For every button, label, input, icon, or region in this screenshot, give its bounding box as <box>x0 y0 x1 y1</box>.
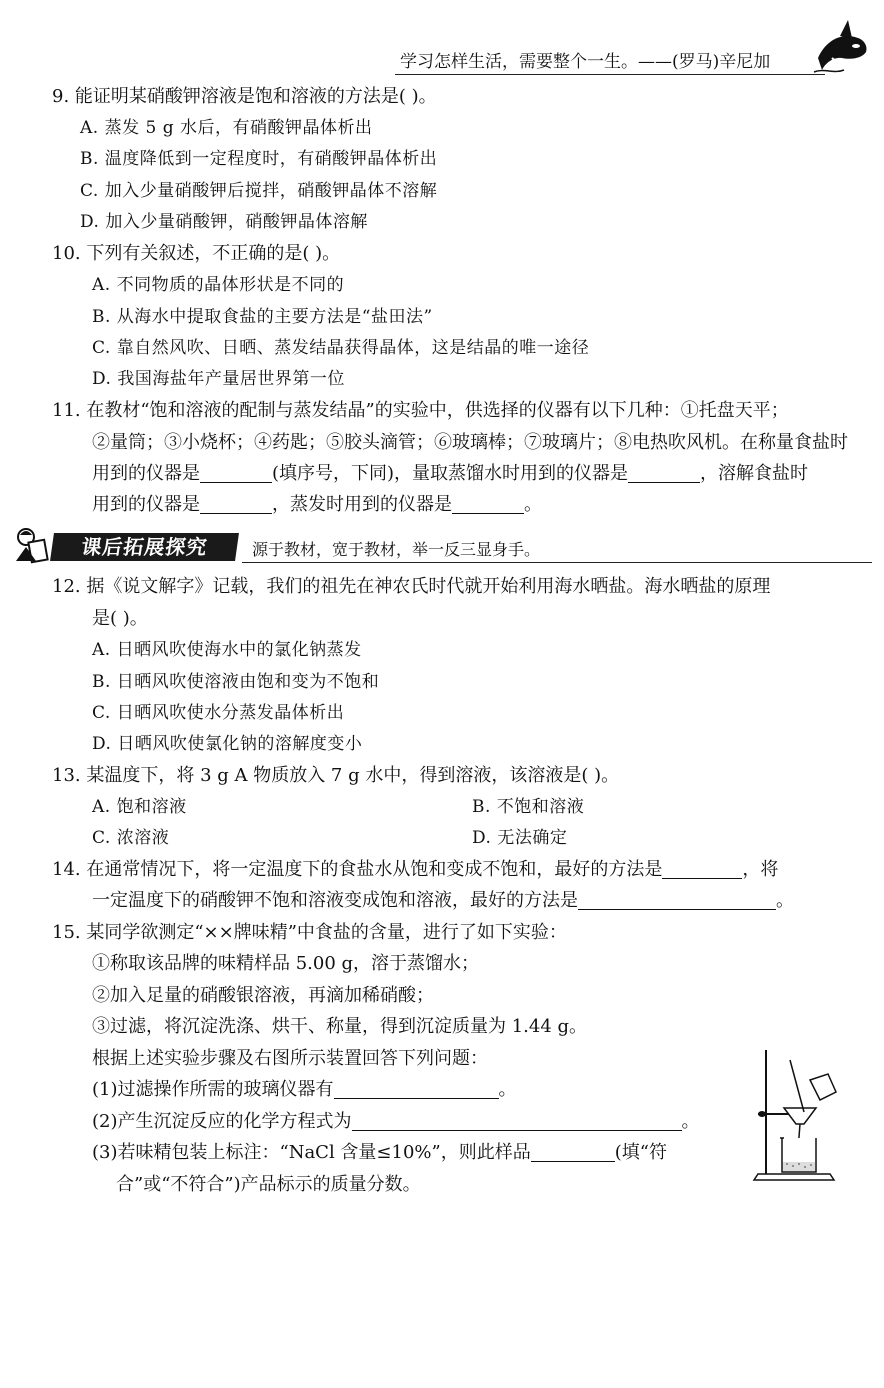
q10-option-c: C. 靠自然风吹、日晒、蒸发结晶获得晶体，这是结晶的唯一途径 <box>92 338 590 358</box>
q11-line4-text-b: ，蒸发时用到的仪器是 <box>272 494 452 515</box>
q15-part3-line1 <box>92 1141 667 1165</box>
q14-line2-text-b: 。 <box>776 890 794 911</box>
q15-part1 <box>92 1078 517 1102</box>
q15-step1: ①称取该品牌的味精样品 5.00 g，溶于蒸馏水； <box>92 953 480 974</box>
q15-part3-text-b: (填“符 <box>614 1142 667 1163</box>
q12-option-b: B. 日晒风吹使溶液由饱和变为不饱和 <box>92 672 380 692</box>
q15-blank-equation[interactable] <box>352 1110 682 1131</box>
q15-part2-text-a: (2)产生沉淀反应的化学方程式为 <box>92 1111 352 1132</box>
q11-line2: ②量筒；③小烧杯；④药匙；⑤胶头滴管；⑥玻璃棒；⑦玻璃片；⑧电热吹风机。在称量食盐时 <box>92 432 848 453</box>
q9-option-d: D. 加入少量硝酸钾，硝酸钾晶体溶解 <box>80 212 368 232</box>
orca-logo-icon <box>812 18 872 76</box>
q15-part2 <box>92 1110 700 1134</box>
q11-blank-dissolving[interactable] <box>200 493 272 514</box>
q10-option-a: A. 不同物质的晶体形状是不同的 <box>92 275 345 295</box>
q12-line1: 12. 据《说文解字》记载，我们的祖先在神农氏时代就开始利用海水晒盐。海水晒盐的原理 <box>52 576 771 597</box>
q11-line3-text-c: ，溶解食盐时 <box>700 463 809 484</box>
q14-blank-unsaturate[interactable] <box>662 858 742 879</box>
q15-part1-text-b: 。 <box>498 1079 517 1100</box>
q14-line1-text-b: ，将 <box>742 859 779 880</box>
q15-part2-text-b: 。 <box>681 1111 700 1132</box>
q15-blank-conformity[interactable] <box>531 1141 615 1162</box>
q15-intro: 根据上述实验步骤及右图所示装置回答下列问题： <box>92 1048 488 1069</box>
q13-option-d: D. 无法确定 <box>472 828 568 848</box>
student-reading-icon <box>12 525 52 565</box>
q11-line1: 11. 在教材“饱和溶液的配制与蒸发结晶”的实验中，供选择的仪器有以下几种：①托盘天平； <box>52 400 789 421</box>
q11-line3-text-a: 用到的仪器是 <box>92 463 200 484</box>
q14-line2-text-a: 一定温度下的硝酸钾不饱和溶液变成饱和溶液，最好的方法是 <box>92 890 578 911</box>
q15-part1-text-a: (1)过滤操作所需的玻璃仪器有 <box>92 1079 334 1100</box>
q13-stem: 13. 某温度下，将 3 g A 物质放入 7 g 水中，得到溶液，该溶液是( )。 <box>52 765 620 786</box>
q11-blank-measuring[interactable] <box>628 462 700 483</box>
q15-blank-glassware[interactable] <box>334 1078 499 1099</box>
q9-option-a: A. 蒸发 5 g 水后，有硝酸钾晶体析出 <box>80 118 373 138</box>
q13-option-c: C. 浓溶液 <box>92 828 170 848</box>
q9-option-c: C. 加入少量硝酸钾后搅拌，硝酸钾晶体不溶解 <box>80 181 438 201</box>
banner-rule <box>242 562 872 563</box>
q9-stem: 9. 能证明某硝酸钾溶液是饱和溶液的方法是( )。 <box>52 86 437 107</box>
q11-line4-text-c: 。 <box>524 494 542 515</box>
q14-line1 <box>52 858 778 882</box>
q14-line2 <box>92 889 794 913</box>
q14-line1-text-a: 14. 在通常情况下，将一定温度下的食盐水从饱和变成不饱和，最好的方法是 <box>52 859 663 880</box>
q9-option-b: B. 温度降低到一定程度时，有硝酸钾晶体析出 <box>80 149 438 169</box>
header-rule <box>395 74 825 75</box>
q11-line3 <box>92 462 808 486</box>
q13-option-b: B. 不饱和溶液 <box>472 797 585 817</box>
q11-line3-text-b: (填序号，下同)，量取蒸馏水时用到的仪器是 <box>272 463 629 484</box>
q10-option-b: B. 从海水中提取食盐的主要方法是“盐田法” <box>92 307 433 327</box>
header-quote: 学习怎样生活，需要整个一生。——(罗马)辛尼加 <box>400 52 771 72</box>
q11-line4 <box>92 493 542 517</box>
q11-blank-weighing[interactable] <box>200 462 272 483</box>
q12-line2: 是( )。 <box>92 608 148 629</box>
q13-option-a: A. 饱和溶液 <box>92 797 187 817</box>
q12-option-d: D. 日晒风吹使氯化钠的溶解度变小 <box>92 734 363 754</box>
q14-blank-saturate[interactable] <box>578 889 776 910</box>
q11-line4-text-a: 用到的仪器是 <box>92 494 200 515</box>
q12-option-a: A. 日晒风吹使海水中的氯化钠蒸发 <box>92 640 362 660</box>
q10-stem: 10. 下列有关叙述，不正确的是( )。 <box>52 243 341 264</box>
filtration-apparatus-icon <box>750 1046 845 1186</box>
q15-step3: ③过滤，将沉淀洗涤、烘干、称量，得到沉淀质量为 1.44 g。 <box>92 1016 588 1037</box>
q15-stem: 15. 某同学欲测定“××牌味精”中食盐的含量，进行了如下实验： <box>52 922 567 943</box>
banner-subtitle: 源于教材，宽于教材，举一反三显身手。 <box>252 540 541 559</box>
q11-blank-evaporating[interactable] <box>452 493 524 514</box>
q15-step2: ②加入足量的硝酸银溶液，再滴加稀硝酸； <box>92 985 434 1006</box>
q10-option-d: D. 我国海盐年产量居世界第一位 <box>92 369 345 389</box>
q12-option-c: C. 日晒风吹使水分蒸发晶体析出 <box>92 703 345 723</box>
banner-title: 课后拓展探究 <box>50 533 239 561</box>
q15-part3-text-a: (3)若味精包装上标注：“NaCl 含量≤10%”，则此样品 <box>92 1142 531 1163</box>
section-banner <box>12 525 872 565</box>
q15-part3-line2: 合”或“不符合”)产品标示的质量分数。 <box>116 1174 421 1195</box>
